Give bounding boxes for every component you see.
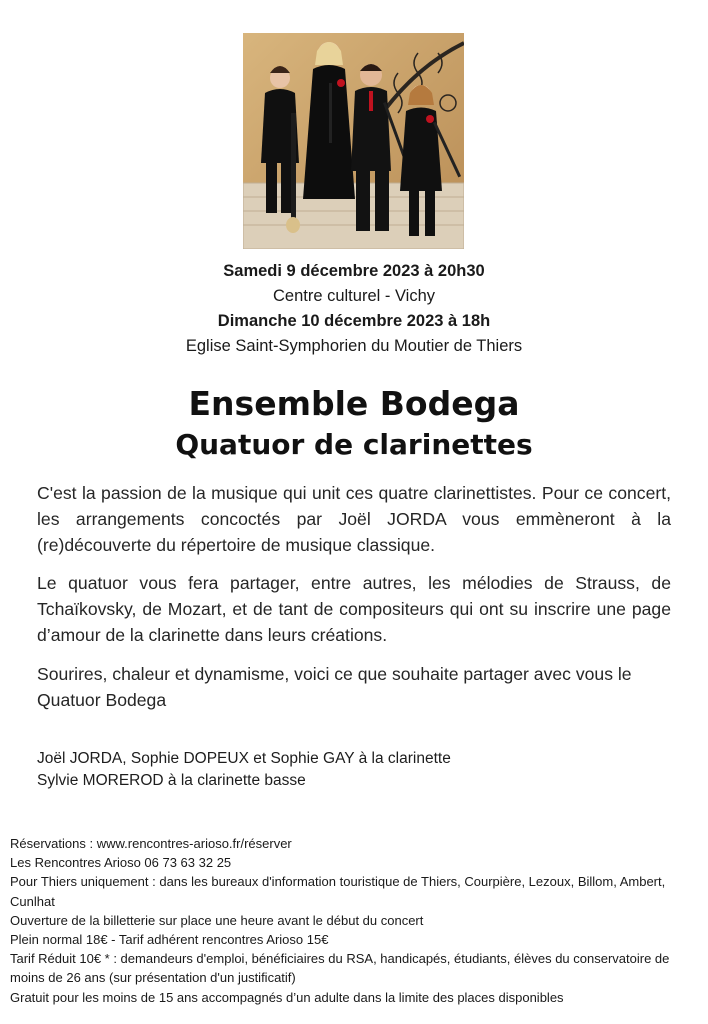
info-box-office: Ouverture de la billetterie sur place une heure avant le début du concert <box>10 912 424 928</box>
event-date-1: Samedi 9 décembre 2023 à 20h30 <box>223 262 485 280</box>
musicians-list <box>37 748 451 792</box>
ensemble-photo-illustration <box>243 33 464 249</box>
musicians-line-2: Sylvie MOREROD à la clarinette basse <box>37 772 306 789</box>
ensemble-subtitle: Quatuor de clarinettes <box>175 428 533 461</box>
info-thiers: Pour Thiers uniquement : dans les bureaux d'information touristique de Thiers, Courpière, Lezoux, Billom, Ambert, Cunlhat <box>10 874 666 909</box>
practical-info <box>10 834 700 1007</box>
info-phone: Les Rencontres Arioso 06 73 63 32 25 <box>10 855 232 871</box>
event-date-2: Dimanche 10 décembre 2023 à 18h <box>217 312 491 330</box>
event-venue-1: Centre culturel - Vichy <box>272 287 435 305</box>
ensemble-title: Ensemble Bodega <box>188 384 520 423</box>
ensemble-photo <box>243 33 464 249</box>
info-reduced-price: Tarif Réduit 10€ * : demandeurs d'emploi, bénéficiaires du RSA, handicapés, étudiants, élèves du conservatoire de moins de 26 ans (sur présentation d'un justificatif) <box>10 951 670 986</box>
info-free: Gratuit pour les moins de 15 ans accompagnés d’un adulte dans la limite des places disponibles <box>10 989 564 1005</box>
info-reservations: Réservations : www.rencontres-arioso.fr/réserver <box>10 836 292 851</box>
info-prices: Plein normal 18€ - Tarif adhérent rencontres Arioso 15€ <box>10 932 329 948</box>
description-paragraph-1: C'est la passion de la musique qui unit ces quatre clarinettistes. Pour ce concert, les arrangements concoctés par Joël JORDA vous emmèneront à la (re)découverte du répertoire de musique classique. <box>37 483 671 555</box>
musicians-line-1: Joël JORDA, Sophie DOPEUX et Sophie GAY à la clarinette <box>37 750 451 767</box>
description-paragraph-3: Sourires, chaleur et dynamisme, voici ce que souhaite partager avec vous le Quatuor Bodega <box>37 664 632 710</box>
event-venue-2: Eglise Saint-Symphorien du Moutier de Thiers <box>185 337 523 355</box>
description-paragraph-2: Le quatuor vous fera partager, entre autres, les mélodies de Strauss, de Tchaïkovsky, de Mozart, et de tant de compositeurs qui ont su inscrire une page d’amour de la clarinette dans leurs créations. <box>37 573 671 645</box>
